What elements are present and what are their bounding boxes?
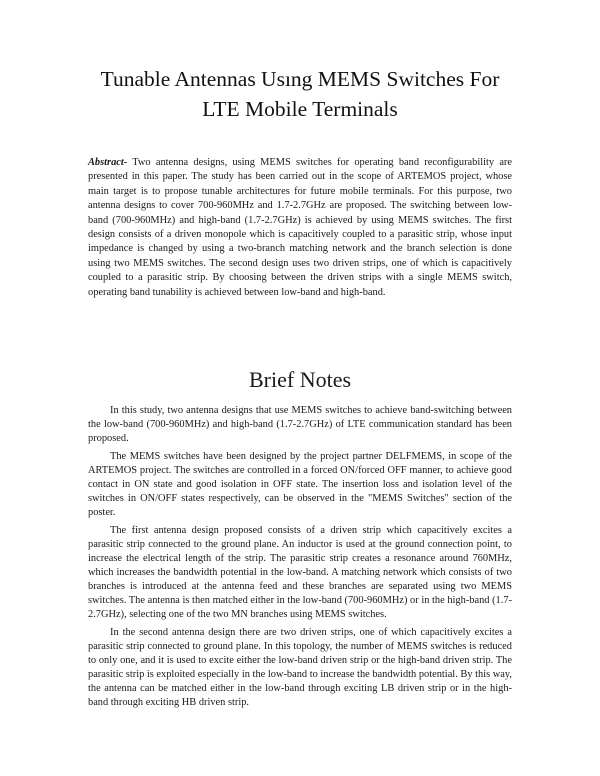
title-line-2: LTE Mobile Terminals — [202, 97, 398, 121]
section-title-brief-notes: Brief Notes — [248, 367, 352, 392]
abstract-text: Two antenna designs, using MEMS switches for operating band reconfigurability are presented in this paper. The study has been carried out in the scope of ARTEMOS project, whose main target is to propose tunable architectures for future mobile terminals. For this purpose, two antenna designs to cover 700-960MHz and 1.7-2.7GHz are proposed. The switching between low-band (700-960MHz) and high-band (1.7-2.7GHz) is achieved by using MEMS switches. The first design consists of a driven monopole which is capacitively coupled to a parasitic strip, whose input impedance is changed by using a two-branch matching network and the branch selection is done using two MEMS switches. The second design uses two driven strips, one of which is capacitively coupled to a parasitic strip. By choosing between the driven strips with a single MEMS switch, operating band tunability is achieved between low-band and high-band. — [88, 157, 512, 298]
document-title — [60, 64, 540, 124]
notes-paragraph: In this study, two antenna designs that use MEMS switches to achieve band-switching between the low-band (700-960MHz) and high-band (1.7-2.7GHz) of LTE communication standard has been proposed. — [88, 405, 512, 444]
notes-paragraph: The first antenna design proposed consists of a driven strip which capacitively excites a parasitic strip connected to the ground plane. An inductor is used at the ground connection point, to increase the electrical length of the strip. The parasitic strip creates a resonance around 760MHz, which increases the bandwidth potential in the low-band. A matching network which consists of two branches is introduced at the antenna feed and these branches are separated using two MEMS switches. The antenna is then matched either in the low-band (700-960MHz) or in the high-band (1.7-2.7GHz), selecting one of the two MN branches using MEMS switches. — [88, 525, 512, 620]
abstract — [88, 156, 512, 300]
notes-paragraph: In the second antenna design there are two driven strips, one of which capacitively excites a parasitic strip connected to ground plane. In this topology, the number of MEMS switches is reduced to only one, and it is used to excite either the low-band driven strip or the high-band driven strip. The parasitic strip is exploited especially in the low-band to increase the bandwidth potential. By this way, the antenna can be matched either in the low-band through exciting LB driven strip or in the high-band through exciting HB driven strip. — [88, 627, 512, 708]
abstract-label: Abstract- — [88, 157, 128, 168]
title-line-1: Tunable Antennas Usıng MEMS Switches For — [100, 67, 500, 91]
brief-notes-body — [88, 404, 512, 714]
notes-paragraph: The MEMS switches have been designed by the project partner DELFMEMS, in scope of the ARTEMOS project. The switches are controlled in a forced ON/forced OFF manner, to achieve good contact in ON state and good isolation in OFF state. The insertion loss and isolation level of the switches in ON/OFF states respectively, can be observed in the "MEMS Switches" section of the poster. — [88, 451, 512, 518]
